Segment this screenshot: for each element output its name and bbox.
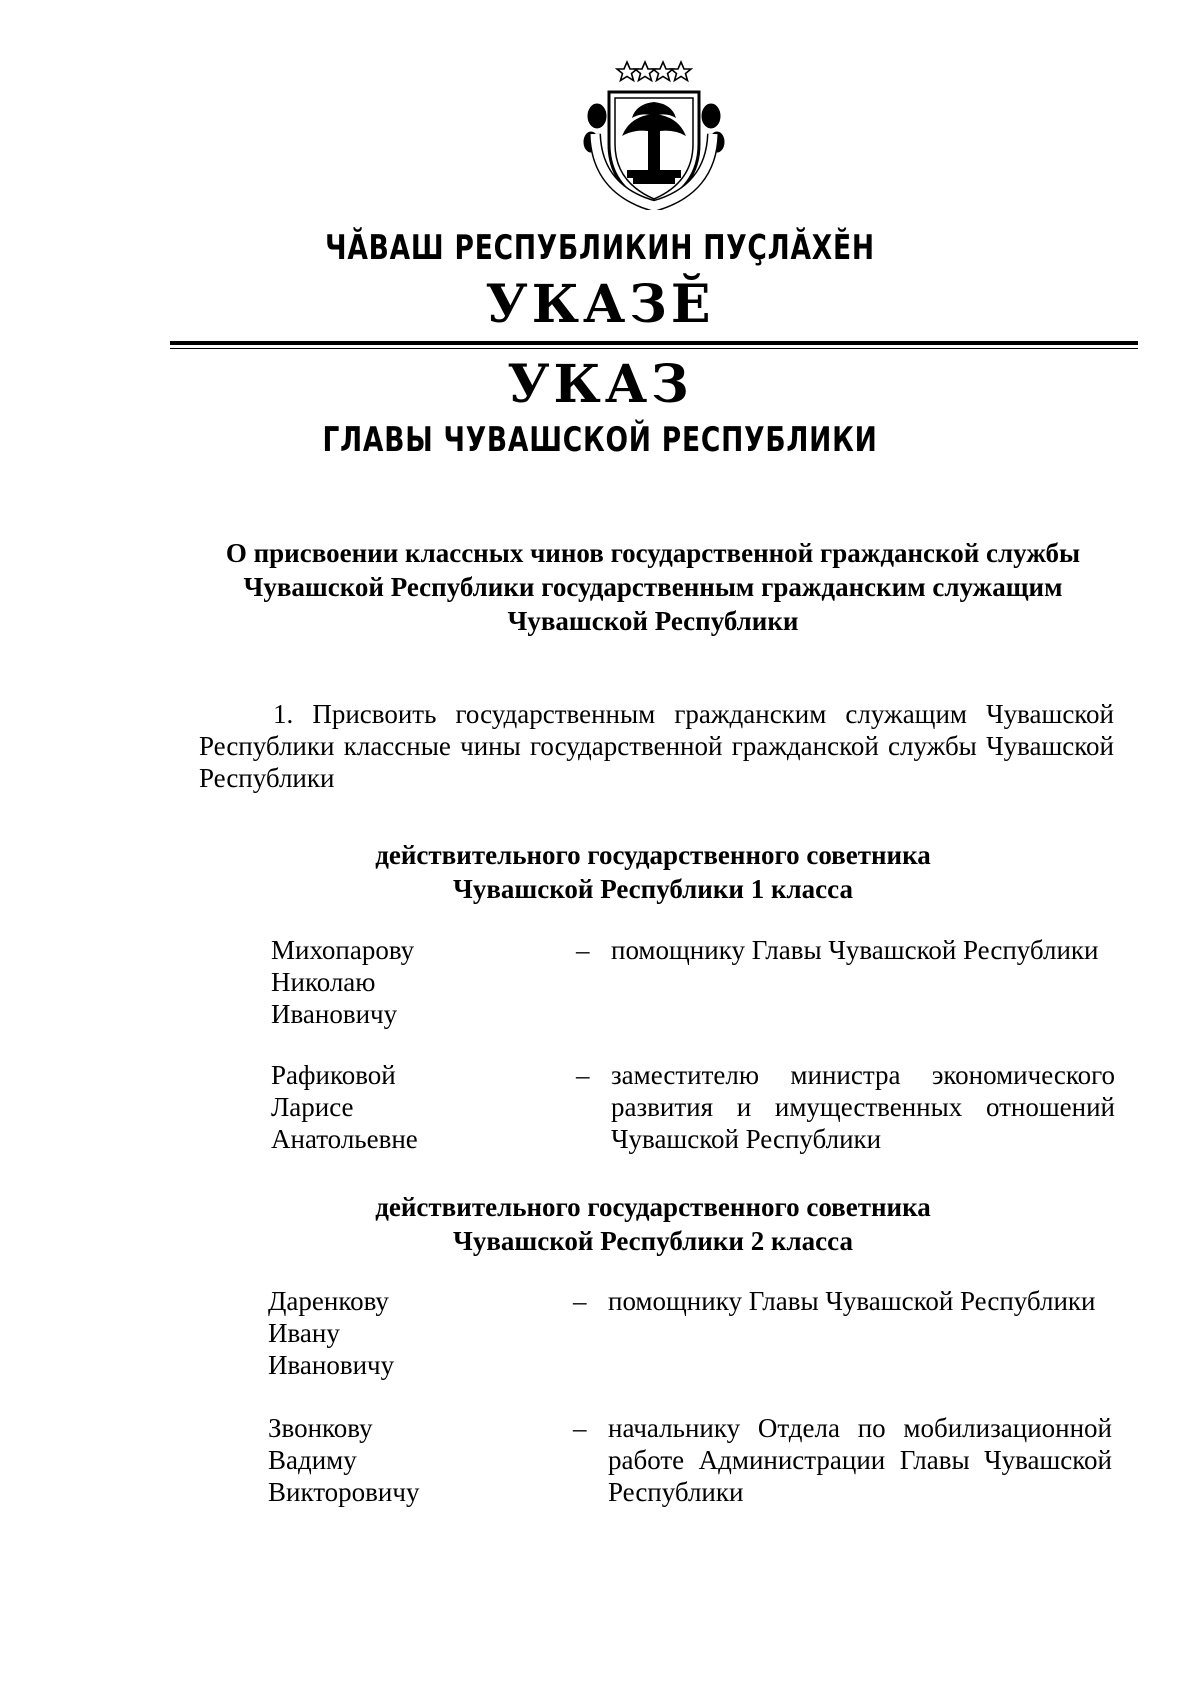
person-full-name — [271, 1059, 551, 1155]
coat-of-arms-icon — [575, 58, 733, 210]
rank-heading-line: действительного государственного советника — [375, 840, 931, 870]
rank-heading-line: Чувашской Республики 1 класса — [453, 874, 853, 904]
person-surname: Звонкову — [268, 1413, 373, 1443]
person-patronymic: Ивановичу — [268, 1350, 395, 1380]
person-dash: – — [573, 1286, 587, 1316]
person-position: начальнику Отдела по мобилизационной работе Администрации Главы Чувашской Республики — [608, 1413, 1112, 1507]
person-position: помощнику Главы Чувашской Республики — [611, 935, 1099, 965]
header-chuvash-line2: УКАЗĔ — [485, 274, 715, 335]
decree-paragraph-1: 1. Присвоить государственным гражданским служащим Чувашской Республики классные чины государственной гражданской службы Чувашской Республики — [199, 699, 1114, 793]
rank-heading-line: действительного государственного советника — [375, 1192, 931, 1222]
person-dash: – — [573, 1413, 587, 1443]
person-name: Николаю — [271, 967, 376, 997]
rank-heading-1 — [200, 838, 1106, 906]
person-dash: – — [576, 935, 590, 965]
person-patronymic: Ивановичу — [271, 999, 398, 1029]
person-name: Ларисе — [271, 1092, 354, 1122]
person-full-name — [271, 934, 551, 1030]
person-position: заместителю министра экономического развития и имущественных отношений Чувашской Республики — [611, 1060, 1115, 1154]
person-patronymic: Викторовичу — [268, 1477, 420, 1507]
rank-heading-2 — [200, 1190, 1106, 1258]
person-name: Ивану — [268, 1318, 340, 1348]
person-full-name — [268, 1285, 548, 1381]
decree-title: О присвоении классных чинов государственной гражданской службы Чувашской Республики государственным гражданским служащим Чувашской Республики — [225, 538, 1081, 636]
header-russian-line2: ГЛАВЫ ЧУВАШСКОЙ РЕСПУБЛИКИ — [322, 420, 878, 460]
person-patronymic: Анатольевне — [271, 1124, 418, 1154]
person-name: Вадиму — [268, 1445, 357, 1475]
header-chuvash-line1: ЧĂВАШ РЕСПУБЛИКИН ПУÇЛĂХĔН — [325, 228, 875, 268]
person-surname: Даренкову — [268, 1286, 389, 1316]
header-russian-line1: УКАЗ — [507, 354, 693, 415]
person-dash: – — [576, 1060, 590, 1090]
header-divider-thin — [170, 348, 1138, 349]
person-position: помощнику Главы Чувашской Республики — [608, 1286, 1096, 1316]
person-surname: Михопарову — [271, 935, 415, 965]
rank-heading-line: Чувашской Республики 2 класса — [453, 1226, 853, 1256]
person-surname: Рафиковой — [271, 1060, 396, 1090]
header-divider-thick — [170, 341, 1138, 345]
person-full-name — [268, 1412, 548, 1508]
